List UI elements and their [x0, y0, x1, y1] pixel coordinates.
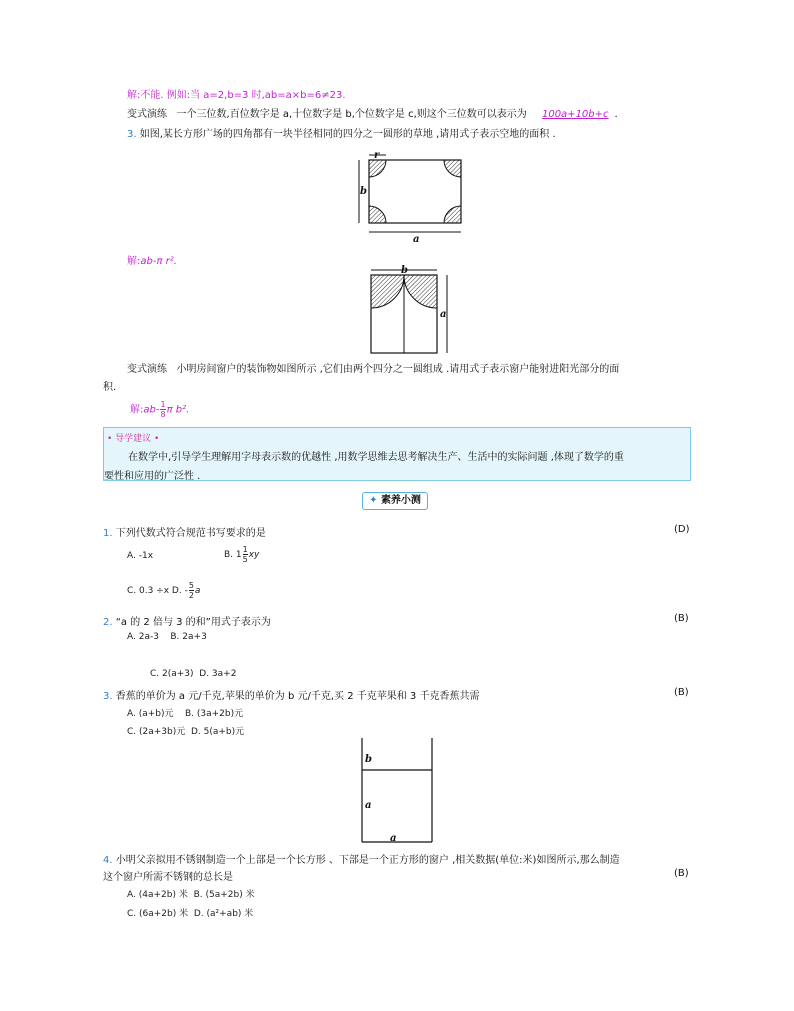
quiz-text: 小明父亲拟用不锈钢制造一个上部是一个长方形 、下部是一个正方形的窗户 ,相关数据(单位:米)如图所示,那么制造	[115, 855, 620, 866]
option-c: C. 2(a+3)	[150, 669, 194, 679]
frac-den: 2	[188, 591, 194, 600]
option-d: D. (a²+ab) 米	[193, 909, 254, 919]
guide-line-2: 要性和应用的广泛性 .	[104, 471, 201, 482]
option-b: B. (5a+2b) 米	[193, 890, 255, 900]
frac-den: 5	[242, 555, 248, 564]
solution-label: 解:	[127, 256, 141, 267]
quarter-circle-br	[444, 206, 461, 223]
option-c: C. (6a+2b) 米	[127, 909, 189, 919]
variant-line-2: 积.	[103, 382, 117, 393]
quiz-number: 4.	[103, 855, 113, 866]
quiz-number: 2.	[103, 617, 113, 628]
quiz-2-options-cd	[150, 669, 236, 679]
quiz-4-options-ab	[127, 887, 255, 900]
frac-num: 5	[188, 581, 194, 590]
option-b-post: xy	[248, 550, 260, 560]
label-b: b	[401, 265, 408, 276]
example-question-3	[127, 125, 556, 140]
option-b: B. (3a+2b)元	[184, 709, 244, 719]
quiz-2-options-ab	[127, 632, 207, 642]
quiz-number: 1.	[103, 528, 113, 539]
star-icon: ✦	[369, 495, 378, 506]
quarter-circle-bl	[369, 206, 386, 223]
variant-label: 变式演练	[127, 109, 167, 120]
figure-rectangle-square	[350, 150, 470, 245]
variant-exercise-2	[127, 360, 619, 375]
quiz-3-stem	[103, 687, 479, 702]
quiz-2-stem	[103, 613, 271, 628]
quiz-text: 香蕉的单价为 a 元/千克,苹果的单价为 b 元/千克,买 2 千克苹果和 3 千克香蕉共需	[115, 691, 480, 702]
quarter-circle-left	[371, 275, 404, 308]
option-d: D. 3a+2	[199, 669, 237, 679]
option-b-pre: B. 1	[224, 550, 242, 560]
label-a: a	[440, 309, 447, 320]
quiz-number: 3.	[103, 691, 113, 702]
figure-window-frame	[355, 738, 445, 846]
variant-label: 变式演练	[127, 364, 167, 375]
quiz-1-option-c-d	[127, 581, 200, 600]
option-a: A. (4a+2b) 米	[127, 890, 188, 900]
solution-expr-post: π b².	[166, 404, 190, 416]
label-b: b	[360, 186, 367, 197]
solution-expr: ab-π r².	[140, 256, 177, 267]
quarter-circle-tr	[444, 160, 461, 177]
question-number: 3.	[127, 129, 137, 140]
variant-text: 一个三位数,百位数字是 a,十位数字是 b,个位数字是 c,则这个三位数可以表示为	[176, 109, 527, 120]
guide-line-1: 在数学中,引导学生理解用字母表示数的优越性 ,用数学思维去思考解决生产、生活中的实际问题 ,体现了数学的重	[128, 452, 624, 463]
quiz-4-stem-line-1	[103, 851, 620, 866]
option-c: C. 0.3 ÷x	[127, 586, 170, 596]
quiz-1-option-b	[224, 545, 259, 564]
quiz-4-options-cd	[127, 906, 253, 919]
frac-den: 8	[160, 410, 166, 419]
quiz-4-answer: (B)	[674, 868, 689, 879]
option-d: D. 5(a+b)元	[190, 727, 245, 737]
label-r: r	[374, 150, 380, 161]
option-d-post: a	[194, 586, 201, 596]
label-a-bottom: a	[390, 833, 397, 844]
section-title: 素养小测	[380, 495, 421, 506]
figure-window	[360, 265, 460, 355]
quiz-3-options-cd	[127, 724, 244, 737]
variant-end: .	[614, 109, 618, 120]
solution-3	[130, 400, 189, 419]
guide-box	[103, 427, 691, 481]
quiz-text: 下列代数式符合规范书写要求的是	[115, 528, 266, 539]
quiz-1-answer: (D)	[674, 524, 690, 535]
quiz-3-options-ab	[127, 706, 243, 719]
solution-label: 解:	[127, 90, 141, 101]
section-badge	[362, 492, 428, 510]
quarter-circle-tl	[369, 160, 386, 177]
quiz-1-stem	[103, 524, 266, 539]
variant-answer: 100a+10b+c	[541, 109, 609, 120]
variant-exercise-1	[127, 105, 618, 120]
frac-num: 1	[242, 545, 248, 554]
label-a: a	[413, 234, 420, 245]
option-c: C. (2a+3b)元	[127, 727, 186, 737]
guide-title: • 导学建议 •	[107, 434, 160, 444]
frac-num: 1	[160, 400, 166, 409]
quiz-2-answer: (B)	[674, 613, 689, 624]
variant-line-1: 小明房间窗户的装饰物如图所示 ,它们由两个四分之一圆组成 .请用式子表示窗户能射进阳光部分的面	[176, 364, 620, 375]
option-a: A. 2a-3	[127, 632, 159, 642]
label-a-side: a	[365, 800, 372, 811]
quiz-1-option-a: A. -1x	[127, 551, 154, 561]
label-b: b	[365, 754, 372, 765]
solution-2	[127, 252, 177, 267]
solution-label: 解:	[130, 404, 144, 416]
solution-expr-pre: ab-	[143, 404, 160, 416]
quiz-3-answer: (B)	[674, 687, 689, 698]
solution-text: 不能. 例如:当 a=2,b=3 时,ab=a×b=6≠23.	[140, 90, 346, 101]
quarter-circle-right	[404, 275, 437, 308]
solution-1	[127, 86, 346, 101]
option-a: A. (a+b)元	[127, 709, 174, 719]
question-text: 如图,某长方形广场的四角都有一块半径相同的四分之一圆形的草地 ,请用式子表示空地的面积 .	[139, 129, 556, 140]
option-d-pre: D. -	[171, 586, 188, 596]
quiz-4-stem-line-2: 这个窗户所需不锈钢的总长是	[103, 872, 233, 883]
quiz-text: “a 的 2 倍与 3 的和”用式子表示为	[115, 617, 271, 628]
option-b: B. 2a+3	[170, 632, 207, 642]
